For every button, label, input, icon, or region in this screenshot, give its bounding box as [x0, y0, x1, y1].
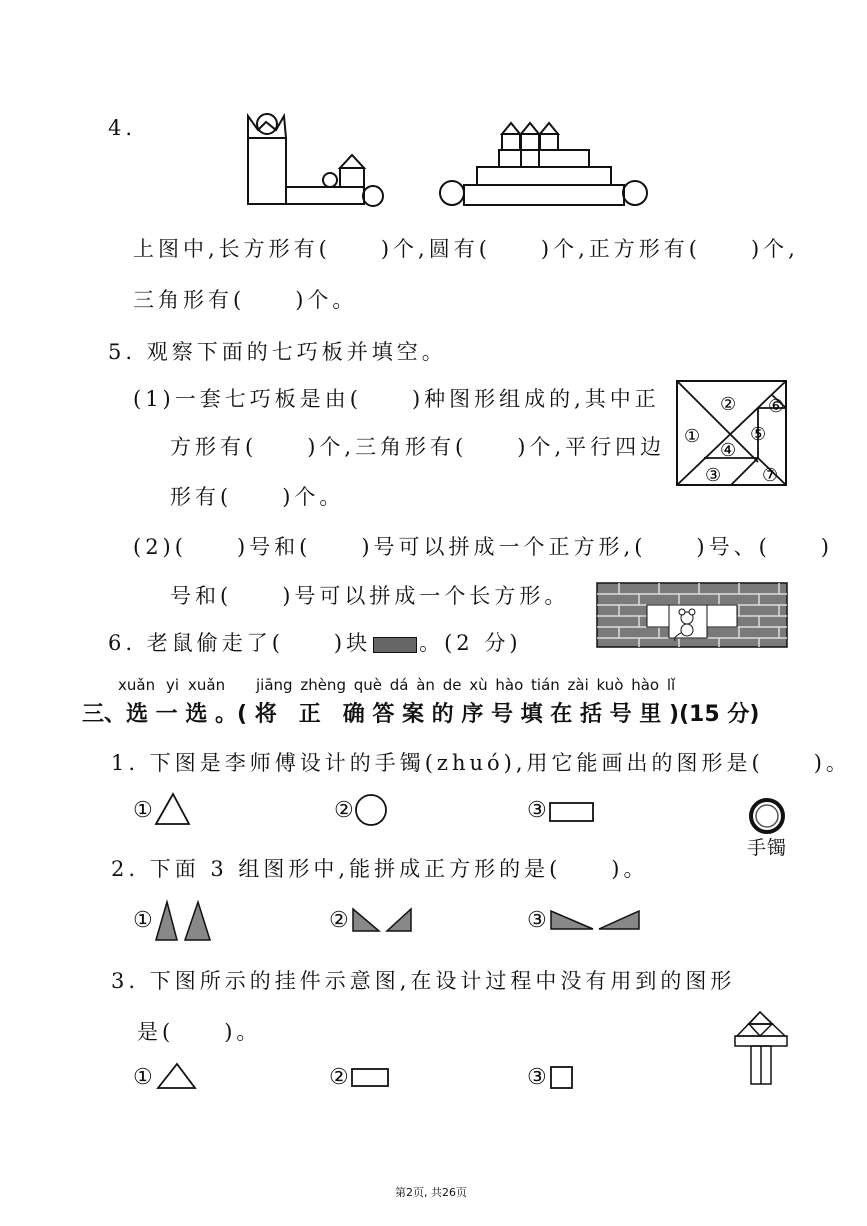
mc1-option2-label: ② [334, 798, 354, 823]
q6-text-before: 6. 老鼠偷走了( )块 [108, 631, 372, 655]
tangram-label-3: ③ [705, 465, 722, 486]
mc2-option2-label: ② [329, 908, 349, 933]
tangram-label-5: ⑤ [750, 424, 767, 445]
page-footer: 第2页, 共26页 [395, 1186, 467, 1199]
brick-wall-figure [597, 583, 787, 647]
q5-title: 5. 观察下面的七巧板并填空。 [108, 340, 447, 364]
bracelet-icon [748, 797, 786, 835]
q6-text-after: 。(2 分) [419, 631, 522, 655]
tangram-label-2: ② [720, 394, 737, 415]
q5-part2-line1: (2)( )号和( )号可以拼成一个正方形,( )号、( ) [133, 535, 833, 559]
pendant-figure [733, 1010, 789, 1086]
mc3-line1: 3. 下图所示的挂件示意图,在设计过程中没有用到的图形 [111, 969, 736, 993]
section3-heading: 三、选 一 选 。( 将 正 确 答 案 的 序 号 填 在 括 号 里 )(15 分) [82, 702, 760, 727]
flat-triangles-icon [549, 909, 645, 931]
circle-icon [355, 794, 389, 826]
tangram-label-1: ① [684, 426, 701, 447]
rectangle-icon [549, 802, 595, 822]
q4-number: 4. [108, 116, 137, 140]
tangram-label-7: ⑦ [762, 465, 779, 486]
mc1-text: 1. 下图是李师傅设计的手镯(zhuó),用它能画出的图形是( )。 [111, 751, 851, 775]
q5-part1-line2: 方形有( )个,三角形有( )个,平行四边 [170, 435, 666, 459]
bracelet-label: 手镯 [747, 837, 788, 859]
q5-part2-line2: 号和( )号可以拼成一个长方形。 [170, 584, 570, 608]
brick-icon [373, 637, 417, 653]
mc2-text: 2. 下面 3 组图形中,能拼成正方形的是( )。 [111, 857, 649, 881]
q5-part1-line1: (1)一套七巧板是由( )种图形组成的,其中正 [133, 387, 660, 411]
triangle-icon [157, 1062, 197, 1090]
triangle-icon [155, 792, 191, 826]
mc3-option3-label: ③ [527, 1065, 547, 1090]
mc2-option1-label: ① [133, 908, 153, 933]
q6-text [108, 627, 522, 657]
mc2-option3-label: ③ [527, 908, 547, 933]
q4-line2: 三角形有( )个。 [133, 288, 358, 312]
pinyin-yi: yi [166, 676, 180, 694]
q4-line1: 上图中,长方形有( )个,圆有( )个,正方形有( )个, [133, 237, 799, 261]
rectangle-icon [351, 1068, 391, 1088]
tangram-label-6: ⑥ [768, 396, 785, 417]
mc3-option1-label: ① [133, 1065, 153, 1090]
square-icon [550, 1066, 574, 1090]
mc3-line2: 是( )。 [137, 1020, 262, 1044]
right-triangles-icon [351, 907, 417, 933]
pinyin-xuan1: xuǎn [118, 676, 156, 694]
mc1-option3-label: ③ [527, 798, 547, 823]
tall-triangles-icon [155, 900, 213, 942]
q4-figure-right [437, 120, 652, 210]
q4-figure-left [240, 110, 390, 210]
pinyin-xuan2: xuǎn [188, 676, 226, 694]
q5-part1-line3: 形有( )个。 [170, 485, 345, 509]
pinyin-instruction: jiāng zhèng què dá àn de xù hào tián zài kuò hào lǐ [256, 676, 676, 694]
mc3-option2-label: ② [329, 1065, 349, 1090]
tangram-figure [676, 380, 788, 487]
tangram-label-4: ④ [720, 440, 737, 461]
mc1-option1-label: ① [133, 798, 153, 823]
